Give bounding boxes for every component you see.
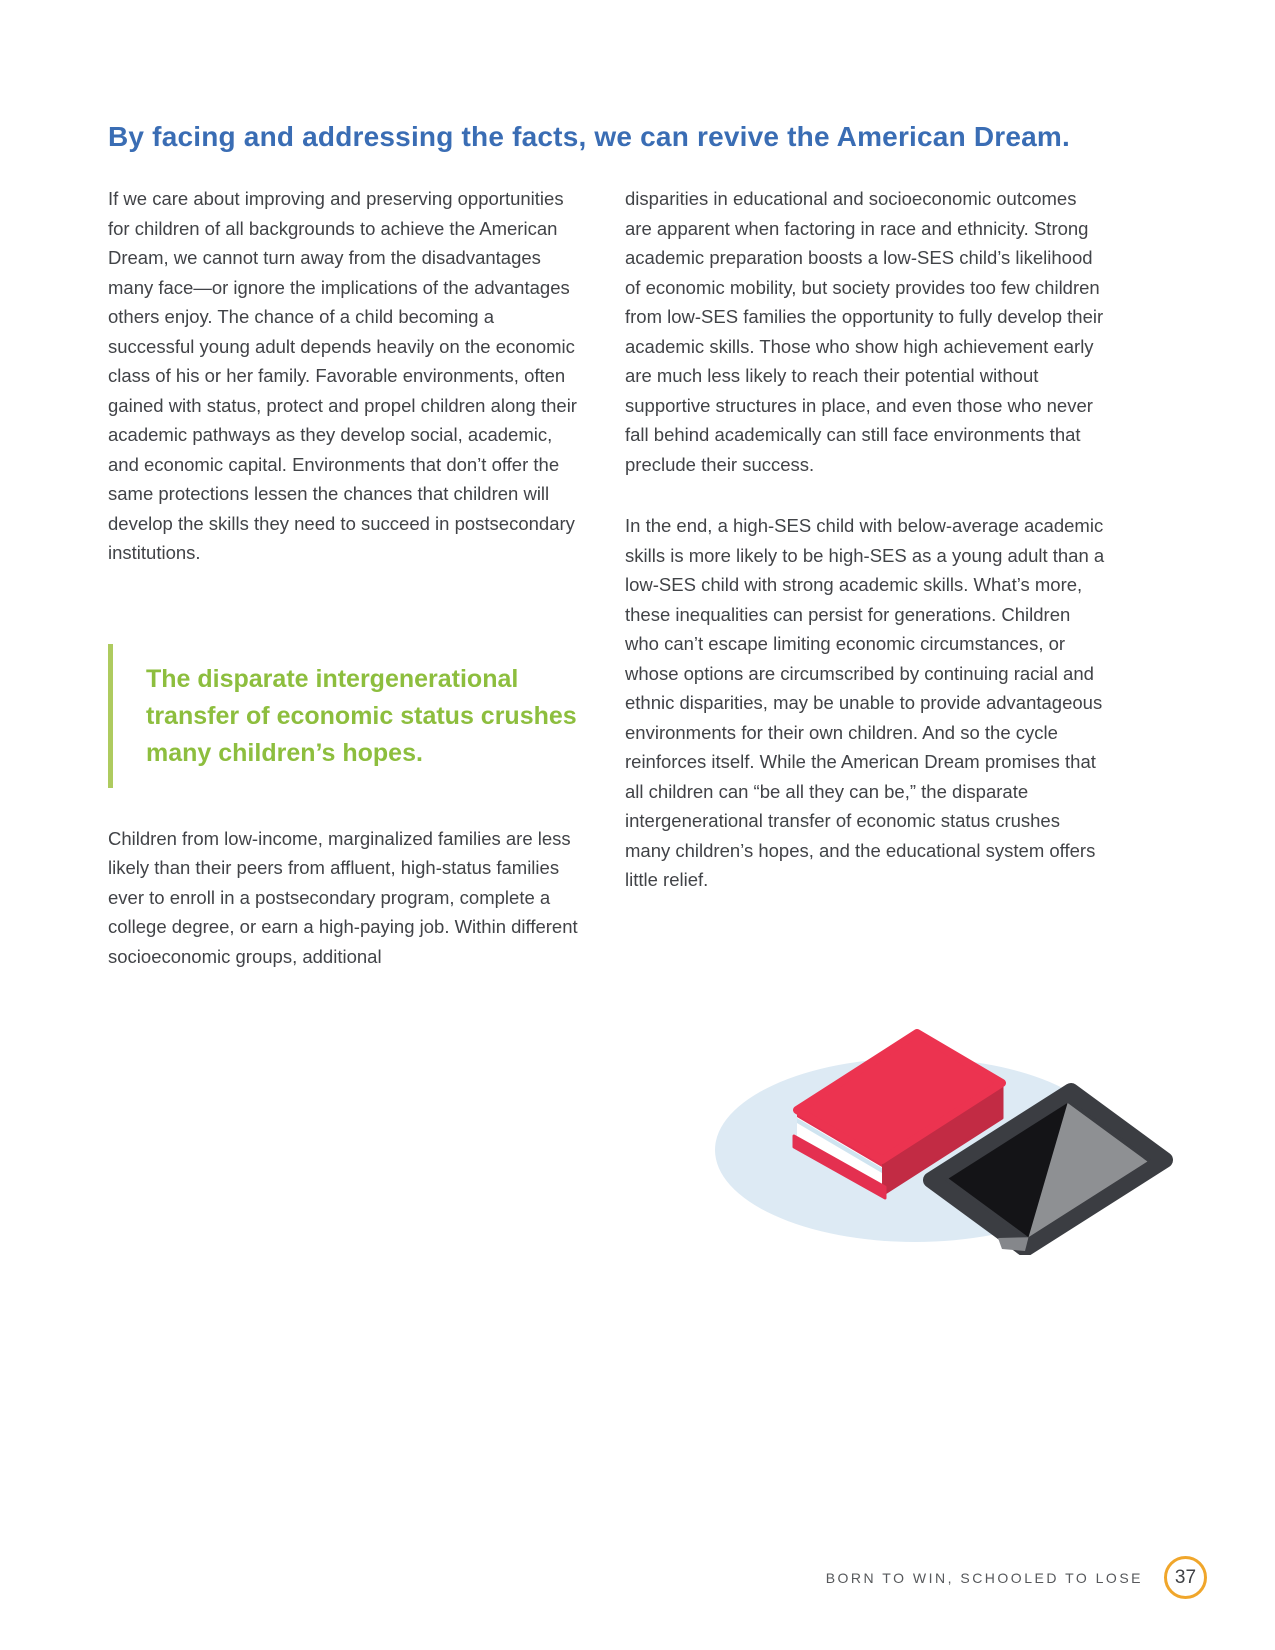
page-title: By facing and addressing the facts, we can revive the American Dream. xyxy=(108,121,1070,152)
paragraph-left-2: Children from low-income, marginalized families are less likely than their peers from affluent, high-status families ever to enroll in a postsecondary program, complete a college degree, or earn a high-paying job. Within different socioeconomic groups, additional xyxy=(108,827,578,967)
pull-quote-text: The disparate intergenerational transfer of economic status crushes many children’s hopes. xyxy=(146,664,577,767)
page-number-badge xyxy=(1164,1556,1207,1599)
book-and-tablet-illustration xyxy=(660,955,1190,1255)
page-number: 37 xyxy=(1174,1566,1197,1588)
running-title: BORN TO WIN, SCHOOLED TO LOSE xyxy=(825,1570,1143,1586)
paragraph-right-1: disparities in educational and socioeconomic outcomes are apparent when factoring in race and ethnicity. Strong academic preparation boosts a low-SES child’s likelihood of economic mobility, but society provides too few children from low-SES families the opportunity to fully develop their academic skills. Those who show high achievement early are much less likely to reach their potential without supportive structures in place, and even those who never fall behind academically can still face environments that preclude their success. xyxy=(625,188,1104,475)
left-column xyxy=(108,184,578,1003)
paragraph-right-2: In the end, a high-SES child with below-average academic skills is more likely to be high-SES as a young adult than a low-SES child with strong academic skills. What’s more, these inequalities can persist for generations. Children who can’t escape limiting economic circumstances, or whose options are circumscribed by continuing racial and ethnic disparities, may be unable to provide advantageous environments for their own children. And so the cycle reinforces itself. While the American Dream promises that all children can “be all they can be,” the disparate intergenerational transfer of economic status crushes many children’s hopes, and the educational system offers little relief. xyxy=(625,515,1105,890)
right-column xyxy=(625,184,1107,927)
pull-quote xyxy=(108,644,578,788)
paragraph-left-1: If we care about improving and preserving opportunities for children of all backgrounds to achieve the American Dream, we cannot turn away from the disadvantages many face—or ignore the implications of the advantages others enjoy. The chance of a child becoming a successful young adult depends heavily on the economic class of his or her family. Favorable environments, often gained with status, protect and propel children along their academic pathways as they develop social, academic, and economic capital. Environments that don’t offer the same protections lessen the chances that children will develop the skills they need to succeed in postsecondary institutions. xyxy=(108,188,577,563)
